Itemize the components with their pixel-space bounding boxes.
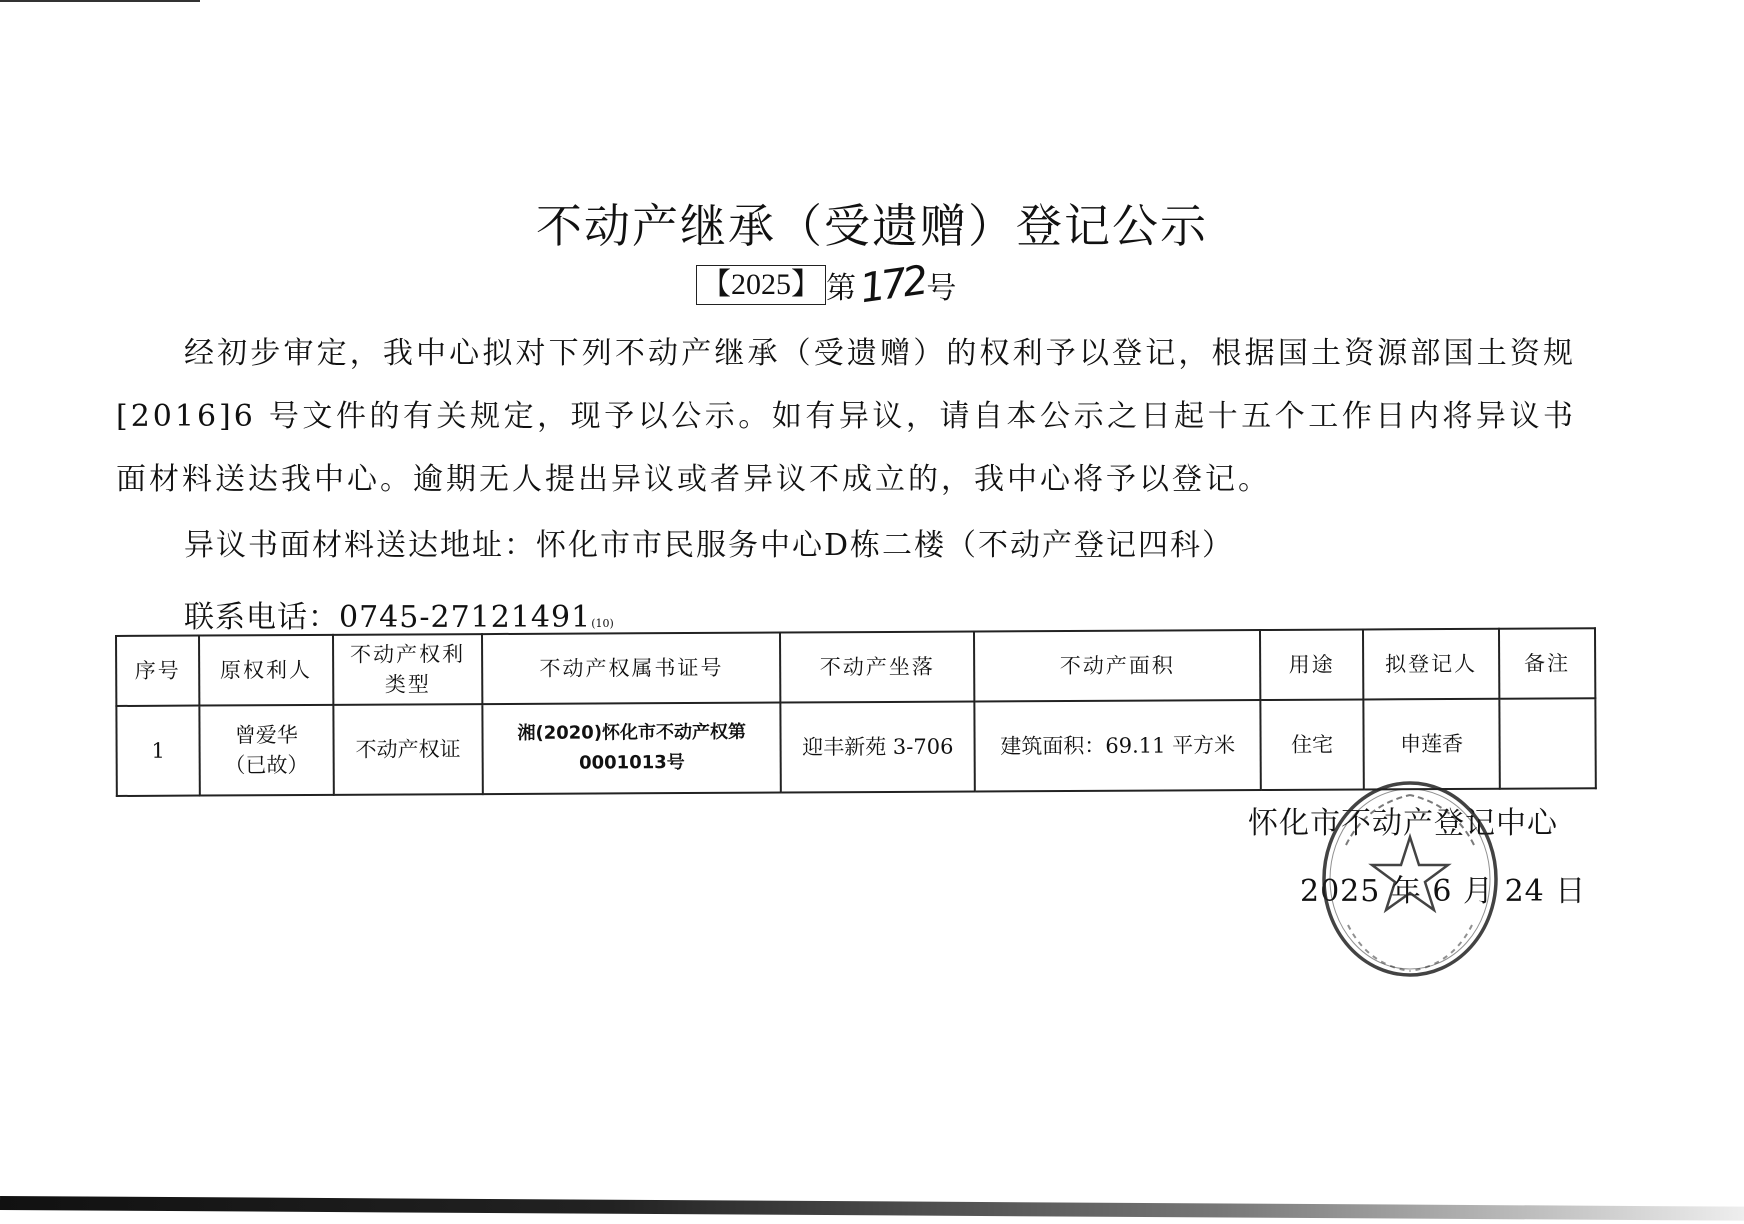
header-remark: 备注: [1499, 628, 1596, 699]
cert-no-line1: 湘(2020)怀化市不动产权第: [517, 721, 747, 744]
header-area: 不动产面积: [974, 630, 1260, 701]
header-location: 不动产坐落: [780, 632, 975, 703]
contact-phone-number: 0745-27121491: [339, 600, 592, 635]
notice-title: 不动产继承（受遗赠）登记公示: [536, 199, 1208, 253]
cell-location: 迎丰新苑 3-706: [780, 701, 975, 792]
cell-use: 住宅: [1260, 699, 1364, 790]
issuing-organization: 怀化市不动产登记中心: [1248, 806, 1558, 841]
contact-phone-label: 联系电话：: [184, 600, 339, 635]
header-right-type: 不动产权利类型: [333, 634, 483, 705]
issue-date: 2025 年 6 月 24 日: [1300, 874, 1587, 909]
header-original-holder: 原权利人: [199, 635, 333, 706]
document-number: [696, 257, 957, 313]
header-no: 序号: [116, 636, 199, 706]
cell-original-holder: [199, 705, 333, 796]
cell-no: 1: [116, 706, 199, 796]
document-number-handwritten: 172: [857, 257, 928, 313]
contact-phone-note: (10): [591, 617, 614, 630]
header-cert-no: 不动产权属书证号: [482, 633, 780, 705]
original-holder-note: （已故）: [224, 752, 309, 778]
document-number-year: 【2025】: [696, 265, 826, 305]
objection-address: 异议书面材料送达地址：怀化市市民服务中心D栋二楼（不动产登记四科）: [184, 528, 1235, 563]
cell-right-type: 不动产权证: [333, 704, 483, 795]
cell-applicant: 申莲香: [1363, 699, 1499, 790]
scan-edge-bottom: [0, 1196, 1744, 1221]
cell-area: 建筑面积：69.11 平方米: [975, 700, 1261, 791]
registration-table: [115, 627, 1597, 797]
cert-no-line2: 0001013号: [579, 752, 685, 774]
official-seal-icon: [1318, 775, 1503, 980]
document-number-suffix: 号: [926, 271, 957, 306]
header-use: 用途: [1260, 629, 1364, 700]
cell-remark: [1499, 698, 1596, 789]
scan-edge-top: [0, 0, 200, 2]
header-applicant: 拟登记人: [1363, 629, 1499, 700]
contact-phone: [184, 592, 614, 636]
document-number-prefix: 第: [826, 271, 856, 306]
notice-body: 经初步审定，我中心拟对下列不动产继承（受遗赠）的权利予以登记，根据国土资源部国土资规[2016]6 号文件的有关规定，现予以公示。如有异议，请自本公示之日起十五个工作日内将异议书面材料送达我中心。逾期无人提出异议或者异议不成立的，我中心将予以登记。: [116, 336, 1576, 497]
cell-cert-no: [483, 703, 781, 795]
original-holder-name: 曾爱华: [234, 723, 298, 748]
table-header-row: [116, 628, 1595, 706]
